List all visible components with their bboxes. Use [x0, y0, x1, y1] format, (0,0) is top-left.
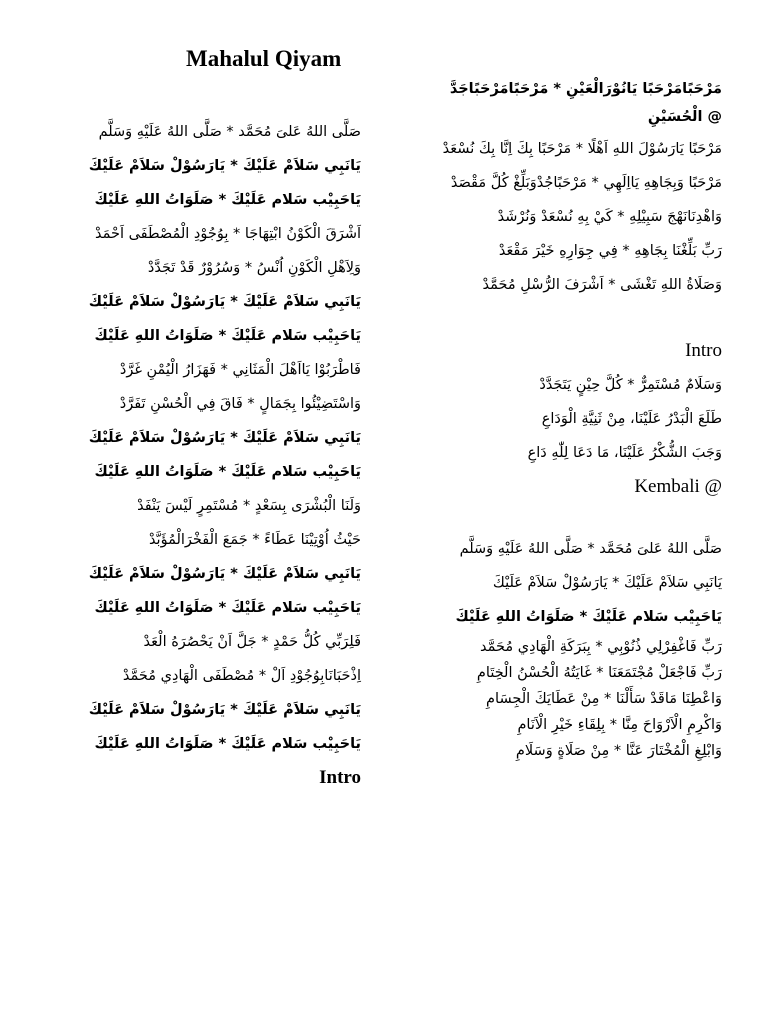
spacer [382, 504, 722, 532]
verse-line: رَبِّ فَاغْفِرْلِي ذُنُوْبِي * بِبَرَكَةِ الْهَادِي مُحَمَّد [480, 639, 722, 655]
verse-line: صَلَّى اللهُ عَلىَ مُحَمَّد * صَلَّى اللهُ عَلَيْهِ وَسَلَّم [459, 541, 722, 557]
verse-line: وَاهْدِنَانَهْجَ سَبِيْلِهِ * كَيْ بِهِ نُسْعَدْ وَنُرْشَدْ [497, 209, 722, 225]
verse-line: فَلِرَبِّي كُلُّ حَمْدٍ * جَلَّ اَنْ يَحْصُرَهُ الْعَدْ [143, 634, 361, 650]
verse-line: وَاكْرِمِ الْاَرْوَاحَ مِنَّا * بِلِقَاءِ خَيْرِ الْاَنَامِ [517, 717, 722, 733]
verse-line: يَاحَبِيْب سَلام عَلَيْكَ * صَلَوَاتُ اللهِ عَلَيْكَ [94, 600, 361, 616]
verse-line: وَجَبَ الشُّكْرُ عَلَيْنَا، مَا دَعَا لِلّٰهِ دَاعِ [527, 445, 722, 461]
left-column [61, 115, 361, 795]
verse-line: رَبِّ فَاجْعَلْ مُجْتَمَعَنَا * غَايَتُهُ الْحُسْنُ الْخِتَامِ [476, 665, 722, 681]
verse-line: @ الْحُسَيْنِ [647, 109, 722, 125]
verse-line: اِذْحَبَانَابِوُجُوْدِ اَلْ * مُصْطَفَى الْهَادِي مُحَمَّدْ [122, 668, 361, 684]
verse-line: يَاحَبِيْب سَلام عَلَيْكَ * صَلَوَاتُ اللهِ عَلَيْكَ [455, 609, 722, 625]
verse-line: يَاحَبِيْب سَلام عَلَيْكَ * صَلَوَاتُ اللهِ عَلَيْكَ [94, 328, 361, 344]
verse-line: رَبِّ بَلِّغْنَا بِجَاهِهِ * فِي جِوَارِهِ خَيْرَ مَقْعَدْ [498, 243, 722, 259]
verse-line: وَابْلِغِ الْمُخْتَارَ عَنَّا * مِنْ صَلَاةٍ وَسَلَامِ [515, 743, 722, 759]
verse-line: يَانَبِي سَلاَمْ عَلَيْكَ * يَارَسُوْلْ سَلاَمْ عَلَيْكَ [88, 430, 361, 446]
verse-line: يَانَبِي سَلاَمْ عَلَيْكَ * يَارَسُوْلْ سَلاَمْ عَلَيْكَ [88, 566, 361, 582]
verse-line: صَلَّى اللهُ عَلىَ مُحَمَّد * صَلَّى اللهُ عَلَيْهِ وَسَلَّم [98, 124, 361, 140]
verse-line: مَرْحَبًا يَارَسُوْلَ اللهِ اَهْلًا * مَرْحَبًا بِكَ اِنَّا بِكَ نُسْعَدْ [442, 141, 722, 157]
verse-line: يَانَبِي سَلاَمْ عَلَيْكَ * يَارَسُوْلْ سَلاَمْ عَلَيْكَ [492, 575, 722, 591]
verse-line: اَشْرَقَ الْكَوْنُ ابْتِهَاجَا * بِوُجُوْدِ الْمُصْطَفَى اَحْمَدْ [95, 226, 361, 242]
section-label-intro: Intro [685, 340, 722, 361]
spacer [382, 302, 722, 334]
verse-line: وَسَلَامٌ مُسْتَمِرٌّ * كُلَّ حِيْنٍ يَتَجَدَّدْ [539, 377, 722, 393]
verse-line: مَرْحَبًامَرْحَبًا يَانُوْرَالْعَيْنِ * مَرْحَبًامَرْحَبًاجَدَّ [449, 81, 722, 97]
verse-line: وَاعْطِنَا مَاقَدْ سَأَلْنَا * مِنْ عَطَايَكَ الْجِسَامِ [486, 691, 722, 707]
verse-line: وَلِاَهْلِ الْكَوْنِ اُنْسُ * وَسُرُوْرٌ قَدْ تَجَدَّدْ [147, 260, 361, 276]
verse-line: يَاحَبِيْب سَلام عَلَيْكَ * صَلَوَاتُ اللهِ عَلَيْكَ [94, 192, 361, 208]
section-label-kembali: Kembali @ [634, 476, 722, 497]
verse-line: فَاطْرَبُوْا يَااَهْلَ الْمَثَانِي * فَهَزَارُ الْيُمْنِ غَرَّدْ [119, 362, 361, 378]
verse-line: طَلَعَ الْبَدْرُ عَلَيْنَا، مِنْ ثَنِيَّةِ الْوَدَاعِ [541, 411, 722, 427]
section-label-intro: Intro [319, 767, 361, 788]
verse-line: يَانَبِي سَلاَمْ عَلَيْكَ * يَارَسُوْلْ سَلاَمْ عَلَيْكَ [88, 702, 361, 718]
verse-line: مَرْحَبًا وَبِجَاهِهِ يَااِلَهِي * مَرْحَبًاجُدْوَبَلِّغْ كُلَّ مَقْصَدْ [450, 175, 722, 191]
verse-line: يَاحَبِيْب سَلام عَلَيْكَ * صَلَوَاتُ اللهِ عَلَيْكَ [94, 464, 361, 480]
verse-line: وَلَنَا الْبُشْرَى بِسَعْدٍ * مُسْتَمِرٍ لَيْسَ يَنْفَدْ [137, 498, 361, 514]
verse-line: حَيْثُ اُوْتِيْنَا عَطَاءً * جَمَعَ الْفَخْرَالْمُؤَبَّدْ [148, 532, 361, 548]
verse-line: وَصَلَاةُ اللهِ تَغْشَى * اَشْرَفَ الرُّسْلِ مُحَمَّدْ [482, 277, 722, 293]
verse-line: يَاحَبِيْب سَلام عَلَيْكَ * صَلَوَاتُ اللهِ عَلَيْكَ [94, 736, 361, 752]
verse-line: يَانَبِي سَلاَمْ عَلَيْكَ * يَارَسُوْلْ سَلاَمْ عَلَيْكَ [88, 158, 361, 174]
verse-line: يَانَبِي سَلاَمْ عَلَيْكَ * يَارَسُوْلْ سَلاَمْ عَلَيْكَ [88, 294, 361, 310]
verse-line: وَاسْتَضِيْئُوا بِجَمَالٍ * فَاقَ فِي الْحُسْنِ تَفَرَّدْ [119, 396, 361, 412]
page-title: Mahalul Qiyam [186, 46, 342, 71]
right-column [382, 76, 722, 764]
closing-prayer [382, 634, 722, 764]
